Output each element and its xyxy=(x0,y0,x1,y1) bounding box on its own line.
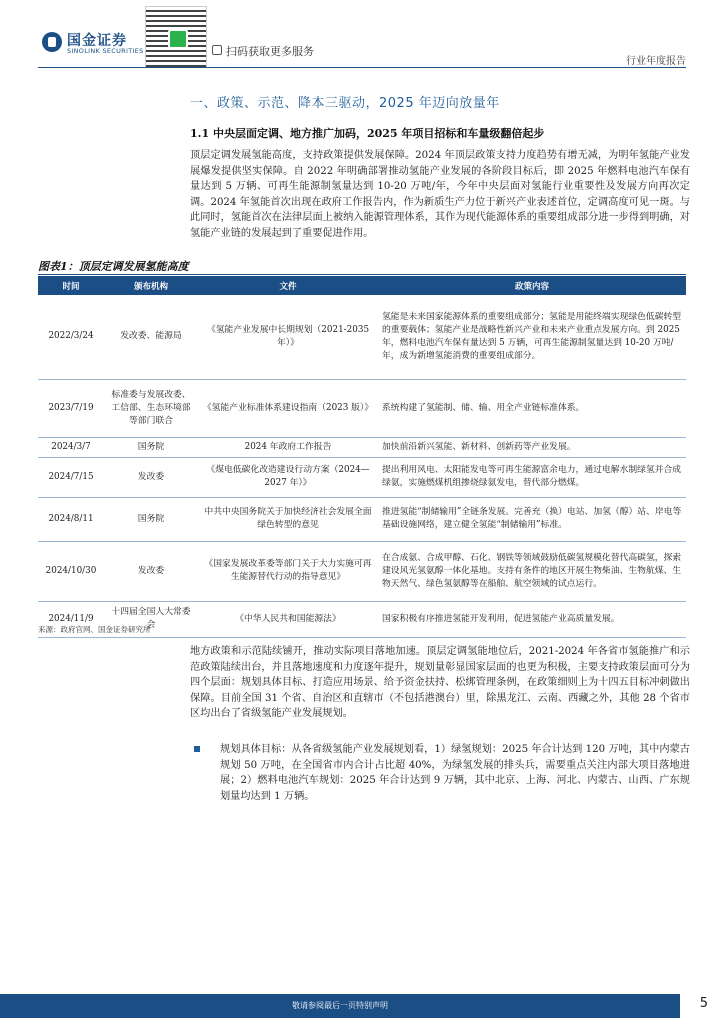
row-content: 加快前沿新兴氢能、新材料、创新药等产业发展。 xyxy=(378,437,686,457)
page-number: 5 xyxy=(699,996,708,1011)
footer-disclaimer[interactable]: 敬请参阅最后一页特别声明 xyxy=(292,1001,388,1010)
row-agency: 发改委、能源局 xyxy=(104,295,198,379)
bullet-text: 规划具体目标：从各省级氢能产业发展规划看，1）绿氢规划：2025 年合计达到 120 万吨，其中内蒙古规划 50 万吨，在全国省市内合计占比超 40%，为绿氢发展的排头兵，需要重点关注内部大项目落地进展；2）燃料电池汽车规划：2025 年合计达到 9 万辆，其中北京、上海、河北、内蒙古、山西、广东规划量均达到 1 万辆。 xyxy=(220,744,690,802)
paragraph-2: 地方政策和示范陆续铺开，推动实际项目落地加速。顶层定调氢能地位后，2021-2024 年各省市氢能推广和示范政策陆续出台，并且落地速度和力度逐年提升，规划量彰显国家层面的也更为积极，主要支持政策层面可分为四个层面：规划具体目标、打造应用场景、给予资金扶持、松绑管理条例，在政策细则上为十四五目标冲刺做出保障。目前全国 31 个省、自治区和直辖市（不包括港澳台）里，除黑龙江、云南、西藏之外，其他 28 个省市区均出台了省级氢能产业发展规划。 xyxy=(190,646,690,719)
row-doc: 《氢能产业标准体系建设指南（2023 版）》 xyxy=(198,379,378,437)
logo-en: SINOLINK SECURITIES xyxy=(67,47,144,55)
row-content: 系统构建了氢能制、储、输、用全产业链标准体系。 xyxy=(378,379,686,437)
paragraph-1: 顶层定调发展氢能高度，支持政策提供发展保障。2024 年顶层政策支持力度趋势有增无减，为明年氢能产业发展爆发提供坚实保障。自 2022 年明确部署推动氢能产业发展的各阶段目标后，即 2025 年燃料电池汽车保有量达到 5 万辆、可再生能源制氢量达到 10-20 万吨/年，今年中央层面对氢能行业重要性及发展方向再次定调。2024 年氢能首次出现在政府工作报告内，作为新质生产力位于新兴产业表述首位，定调高度可见一斑。与此同时，氢能首次在法律层面上被纳入能源管理体系，其作为现代能源体系的重要组成部分进一步得到明确，对氢能产业链的发展起到了重要促进作用。 xyxy=(190,150,690,239)
row-doc: 中共中央国务院关于加快经济社会发展全面绿色转型的意见 xyxy=(198,497,378,541)
section-title: 一、政策、示范、降本三驱动，2025 年迈向放量年 xyxy=(190,96,500,111)
table-row xyxy=(38,457,686,497)
header-date: 时间 xyxy=(38,276,104,295)
table-row xyxy=(38,541,686,601)
row-agency: 国务院 xyxy=(104,497,198,541)
row-content: 在合成氨、合成甲醇、石化、钢铁等领域鼓励低碳氢规模化替代高碳氢，探索建设风光氢氨醇一体化基地。支持有条件的地区开展生物柴油、生物航煤、生物天然气、绿色氢氨醇等在船舶、航空领域的试点运行。 xyxy=(378,541,686,601)
header-doc: 文件 xyxy=(198,276,378,295)
row-content: 提出利用风电、太阳能发电等可再生能源富余电力，通过电解水制绿氢并合成绿氨，实施燃煤机组掺烧绿氨发电，替代部分燃煤。 xyxy=(378,457,686,497)
logo-cn: 国金证券 xyxy=(67,33,127,49)
table-row xyxy=(38,295,686,379)
row-content: 氢能是未来国家能源体系的重要组成部分；氢能是用能终端实现绿色低碳转型的重要载体；氢能产业是战略性新兴产业和未来产业重点发展方向。到 2025 年，燃料电池汽车保有量达到 5 万辆，可再生能源制氢量达到 10-20 万吨/年，成为新增氢能消费的重要组成部分。 xyxy=(378,295,686,379)
row-date: 2024/3/7 xyxy=(38,437,104,457)
qr-code[interactable] xyxy=(145,6,207,68)
logo-icon xyxy=(42,32,62,52)
row-agency: 十四届全国人大常委会 xyxy=(104,601,198,637)
row-date: 2024/10/30 xyxy=(38,541,104,601)
scan-icon xyxy=(212,45,222,55)
row-content: 国家积极有序推进氢能开发利用，促进氢能产业高质量发展。 xyxy=(378,601,686,637)
bullet-icon xyxy=(194,746,200,752)
header-content: 政策内容 xyxy=(378,276,686,295)
scan-text: 扫码获取更多服务 xyxy=(226,45,314,58)
figure-source: 来源：政府官网、国金证券研究所 xyxy=(38,625,151,634)
table-header-row xyxy=(38,276,686,295)
table-row xyxy=(38,437,686,457)
row-date: 2024/8/11 xyxy=(38,497,104,541)
policy-table xyxy=(38,276,686,638)
wechat-icon xyxy=(168,29,188,49)
row-content: 推进氢能“制储输用”全链条发展。完善充（换）电站、加氢（醇）站、岸电等基础设施网络，建立健全氢能“制储输用”标准。 xyxy=(378,497,686,541)
row-doc: 2024 年政府工作报告 xyxy=(198,437,378,457)
row-date: 2024/7/15 xyxy=(38,457,104,497)
row-doc: 《氢能产业发展中长期规划（2021-2035 年）》 xyxy=(198,295,378,379)
figure-divider xyxy=(38,274,686,275)
row-date: 2022/3/24 xyxy=(38,295,104,379)
row-doc: 《煤电低碳化改造建设行动方案（2024—2027 年）》 xyxy=(198,457,378,497)
row-agency: 发改委 xyxy=(104,457,198,497)
figure-title: 图表1：顶层定调发展氢能高度 xyxy=(38,260,189,273)
sub-title: 1.1 中央层面定调、地方推广加码，2025 年项目招标和车量级翻倍起步 xyxy=(190,127,545,140)
report-type: 行业年度报告 xyxy=(626,56,686,67)
table-row xyxy=(38,497,686,541)
row-agency: 国务院 xyxy=(104,437,198,457)
table-row xyxy=(38,379,686,437)
row-date: 2024/11/9 xyxy=(38,601,104,637)
header-divider xyxy=(38,67,686,68)
header-agency: 颁布机构 xyxy=(104,276,198,295)
row-date: 2023/7/19 xyxy=(38,379,104,437)
row-doc: 《中华人民共和国能源法》 xyxy=(198,601,378,637)
row-doc: 《国家发展改革委等部门关于大力实施可再生能源替代行动的指导意见》 xyxy=(198,541,378,601)
bullet-item xyxy=(190,742,690,804)
row-agency: 标准委与发展改委、工信部、生态环境部等部门联合 xyxy=(104,379,198,437)
row-agency: 发改委 xyxy=(104,541,198,601)
